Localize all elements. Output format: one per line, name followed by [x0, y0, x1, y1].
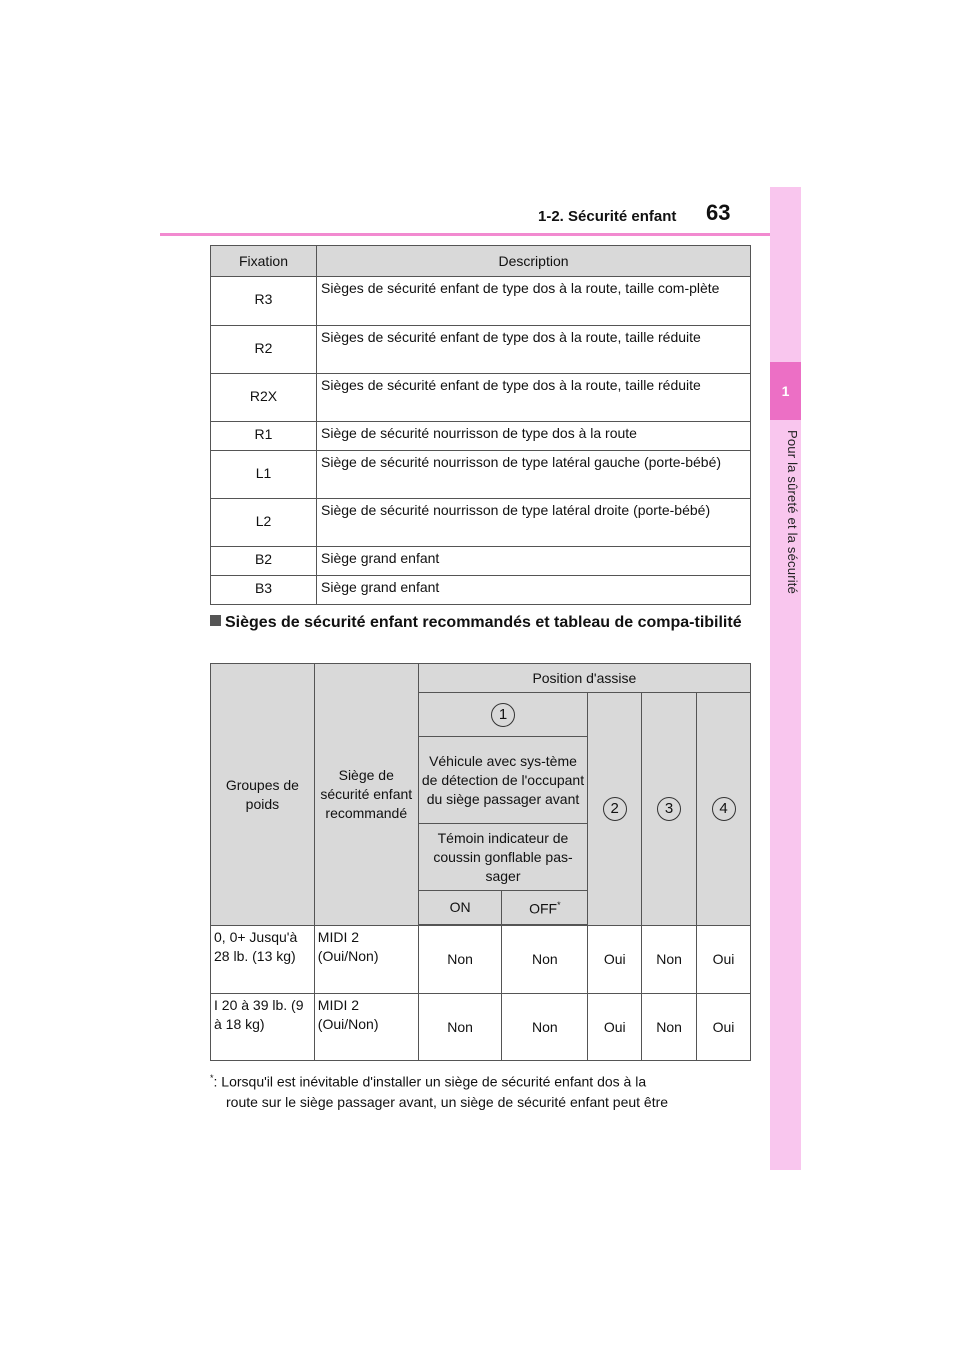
table-row	[211, 422, 751, 451]
recommended-seat-cell: MIDI 2 (Oui/Non)	[314, 926, 418, 994]
fixation-description: Sièges de sécurité enfant de type dos à la route, taille réduite	[317, 374, 751, 422]
seat-position-3-icon: 3	[657, 797, 681, 821]
section-title: 1-2. Sécurité enfant	[538, 208, 677, 225]
table-row	[211, 499, 751, 547]
fixation-code: R3	[211, 277, 317, 326]
table-header-row	[211, 246, 751, 277]
value-cell: Oui	[588, 926, 642, 994]
column-header-fixation: Fixation	[211, 246, 317, 277]
fixation-code: L2	[211, 499, 317, 547]
column-header-description: Description	[317, 246, 751, 277]
seat-position-4-icon: 4	[712, 797, 736, 821]
fixation-description: Siège de sécurité nourrisson de type dos à la route	[317, 422, 751, 451]
fixation-code: R2	[211, 326, 317, 374]
fixation-description: Sièges de sécurité enfant de type dos à la route, taille com-plète	[317, 277, 751, 326]
square-bullet-icon	[210, 615, 221, 626]
fixation-description: Sièges de sécurité enfant de type dos à la route, taille réduite	[317, 326, 751, 374]
column-header-recommended-seat: Siège de sécurité enfant recommandé	[314, 664, 418, 926]
seat-position-1-icon: 1	[491, 703, 515, 727]
fixation-description: Siège de sécurité nourrisson de type latéral gauche (porte-bébé)	[317, 451, 751, 499]
table-row	[211, 547, 751, 576]
position-4-cell	[697, 693, 751, 926]
value-cell: Non	[642, 994, 697, 1061]
footnote-line-1: : Lorsqu'il est inévitable d'installer un siège de sécurité enfant dos à la	[213, 1073, 647, 1090]
table-row	[211, 664, 751, 693]
position-3-cell	[642, 693, 697, 926]
side-tab-label: Pour la sûreté et la sécurité	[785, 430, 800, 595]
value-cell: Oui	[588, 994, 642, 1061]
off-label: OFF	[529, 900, 558, 917]
compatibility-table	[210, 663, 751, 1061]
value-cell: Oui	[697, 926, 751, 994]
seat-position-2-icon: 2	[603, 797, 627, 821]
table-row	[211, 994, 751, 1061]
header-rule	[160, 233, 772, 236]
fixation-code: R1	[211, 422, 317, 451]
table-row	[211, 277, 751, 326]
side-tab-number: 1	[770, 362, 801, 420]
value-cell: Non	[642, 926, 697, 994]
vehicle-detection-header: Véhicule avec sys-tème de détection de l'occupant du siège passager avant	[418, 737, 588, 824]
fixation-description: Siège de sécurité nourrisson de type latéral droite (porte-bébé)	[317, 499, 751, 547]
column-header-weight-groups: Groupes de poids	[211, 664, 315, 926]
fixation-table	[210, 245, 751, 605]
section-heading-text: Sièges de sécurité enfant recommandés et tableau de compa-tibilité	[225, 614, 742, 631]
column-header-seating-position: Position d'assise	[418, 664, 750, 693]
fixation-code: B3	[211, 576, 317, 605]
fixation-code: B2	[211, 547, 317, 576]
value-cell: Non	[418, 926, 502, 994]
footnote	[210, 1068, 755, 1112]
table-row	[211, 326, 751, 374]
recommended-seat-cell: MIDI 2 (Oui/Non)	[314, 994, 418, 1061]
on-header: ON	[418, 891, 502, 925]
value-cell: Non	[502, 994, 588, 1061]
fixation-code: L1	[211, 451, 317, 499]
position-2-cell	[588, 693, 642, 926]
value-cell: Non	[418, 994, 502, 1061]
table-row	[211, 451, 751, 499]
weight-group-cell: 0, 0+ Jusqu'à 28 lb. (13 kg)	[211, 926, 315, 994]
table-row	[211, 926, 751, 994]
footnote-line-2: route sur le siège passager avant, un siège de sécurité enfant peut être	[226, 1093, 669, 1110]
airbag-indicator-header: Témoin indicateur de coussin gonflable pas-sager	[418, 824, 588, 891]
position-1-cell	[418, 693, 588, 737]
table-row	[211, 576, 751, 605]
value-cell: Non	[502, 926, 588, 994]
fixation-code: R2X	[211, 374, 317, 422]
weight-group-cell: I 20 à 39 lb. (9 à 18 kg)	[211, 994, 315, 1061]
off-header	[502, 891, 588, 925]
table-row	[211, 374, 751, 422]
value-cell: Oui	[697, 994, 751, 1061]
fixation-description: Siège grand enfant	[317, 547, 751, 576]
side-tab	[770, 187, 801, 1170]
fixation-description: Siège grand enfant	[317, 576, 751, 605]
section-heading	[210, 612, 755, 634]
footnote-mark: *	[210, 1073, 214, 1083]
page-number: 63	[706, 200, 731, 225]
off-footnote-mark: *	[557, 900, 561, 911]
